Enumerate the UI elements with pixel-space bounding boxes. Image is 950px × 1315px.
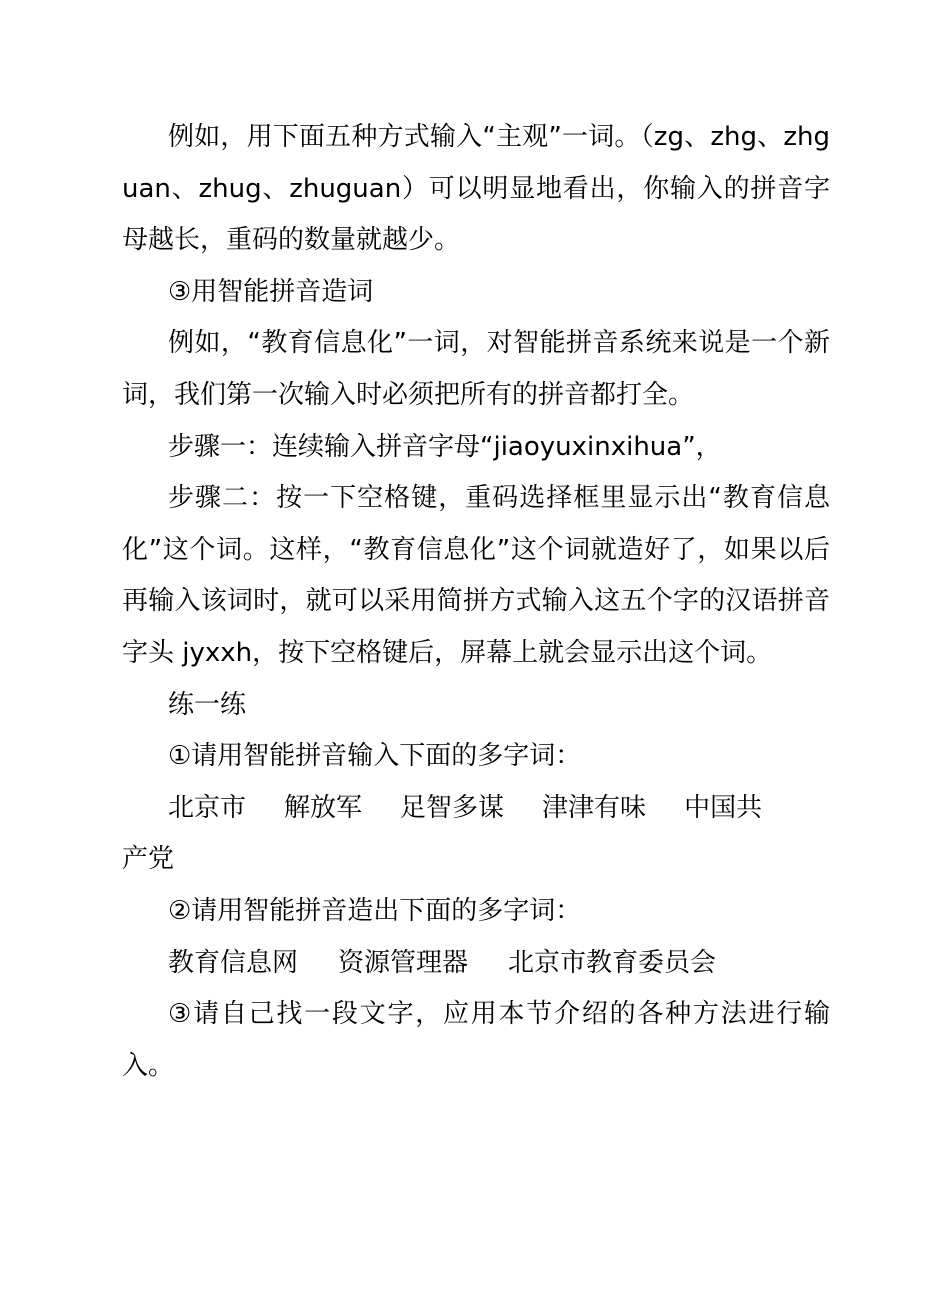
paragraph-practice-1: ①请用智能拼音输入下面的多字词：: [168, 741, 582, 772]
practice-word: 北京市: [168, 792, 247, 823]
paragraph-step-two: 步骤二：按一下空格键，重码选择框里显示出“教育信息化”这个词。这样，“教育信息化”这个词就造好了，如果以后再输入该词时，就可以采用简拼方式输入这五个字的汉语拼音字头 jyxxh，按下空格键后，屏幕上就会显示出这个词。: [122, 483, 830, 668]
practice-word: 津津有味: [542, 792, 647, 823]
practice-word-row-1-continuation: [122, 834, 830, 886]
practice-word: 足智多谋: [400, 792, 505, 823]
paragraph-practice-heading: 练一练: [168, 689, 247, 720]
document-page: [122, 112, 830, 1092]
practice-word-row-1: [122, 783, 830, 835]
paragraph-step-one: 步骤一：连续输入拼音字母“jiaoyuxinxihua”，: [168, 431, 722, 462]
paragraph-practice-2: ②请用智能拼音造出下面的多字词：: [168, 895, 582, 926]
paragraph-practice-3: ③请自己找一段文字，应用本节介绍的各种方法进行输入。: [122, 999, 830, 1081]
paragraph-heading-create-words: ③用智能拼音造词: [168, 276, 374, 307]
practice-word: 中国共: [684, 792, 763, 823]
practice-word: 北京市教育委员会: [508, 947, 717, 978]
practice-word: 教育信息网: [168, 947, 299, 978]
paragraph-example-zhuguan: 例如，用下面五种方式输入“主观”一词。（zg、zhg、zhguan、zhug、zhuguan）可以明显地看出，你输入的拼音字母越长，重码的数量就越少。: [122, 122, 830, 256]
practice-word-row-2: [122, 938, 830, 990]
practice-word: 产党: [122, 844, 175, 875]
practice-word: 资源管理器: [338, 947, 469, 978]
paragraph-example-new-word: 例如，“教育信息化”一词，对智能拼音系统来说是一个新词，我们第一次输入时必须把所有的拼音都打全。: [122, 328, 830, 410]
practice-word: 解放军: [284, 792, 363, 823]
